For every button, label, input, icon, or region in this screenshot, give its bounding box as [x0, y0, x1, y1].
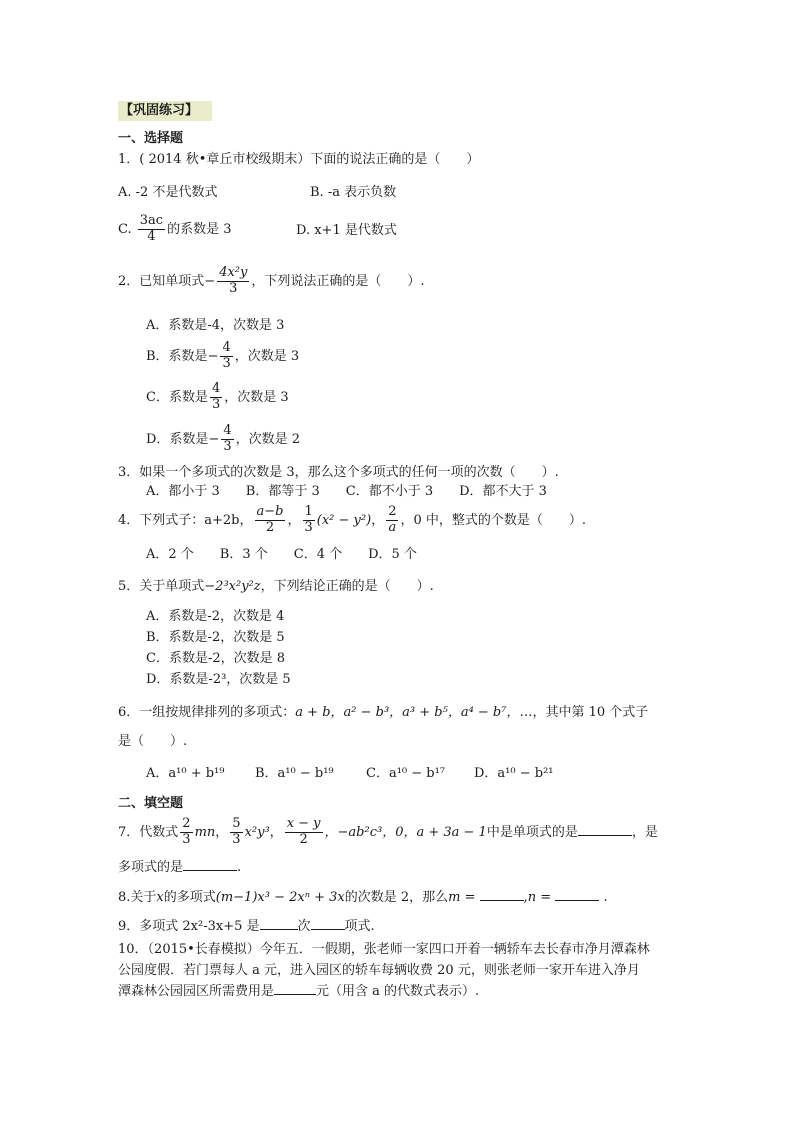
q10-blank[interactable] [274, 993, 316, 995]
q2-b-prefix: B．系数是 [146, 349, 208, 364]
q2-d-prefix: D．系数是 [146, 432, 209, 447]
q7-blank-2[interactable] [183, 869, 237, 871]
q7-rest: ，−ab²c³，0，a + 3a − 1 [324, 825, 487, 840]
q7-sep-2: ， [269, 825, 283, 840]
q7-f1-denominator: 3 [182, 832, 191, 847]
q1-option-a: A. -2 不是代数式 [118, 185, 218, 200]
q6-option-a: A．a¹⁰ + b¹⁹ [146, 766, 225, 781]
section-fill-heading: 二、填空题 [118, 796, 184, 811]
q8-mid2: 的次数是 2，那么 [344, 890, 449, 905]
section-tag-label: 【巩固练习】 [120, 103, 199, 118]
q2-option-c [146, 381, 289, 415]
q4-fraction-2 [303, 505, 315, 536]
q4-fraction-1 [255, 505, 286, 536]
q8-prefix: 8.关于 [118, 890, 157, 905]
section-tag [118, 101, 212, 121]
q6-prefix: 6．一组按规律排列的多项式： [118, 705, 296, 720]
q10-line3-prefix: 潭森林公园园区所需费用是 [118, 984, 275, 999]
q5-prefix: 5．关于单项式 [118, 579, 205, 594]
q10-line1: 10．（2015•长春模拟）今年五．一假期，张老师一家四口开着一辆轿车去长春市净月潭森林 [118, 942, 650, 957]
q7-f1-tail: mn [194, 825, 216, 840]
q2-c-prefix: C．系数是 [146, 390, 208, 405]
q6-suffix: ，其中第 10 个式子 [532, 705, 649, 720]
q2-b-denominator: 3 [222, 356, 231, 371]
q7-f2-numerator: 5 [232, 816, 241, 832]
q2-b-numerator: 4 [222, 340, 231, 356]
q7-f3-numerator: x − y [286, 816, 321, 832]
q4-f2-numerator: 1 [304, 504, 313, 520]
q4-sep-2: ， [371, 513, 385, 528]
q2-b-fraction [220, 341, 232, 372]
q1-c-prefix: C. [118, 222, 132, 237]
q8-stem [118, 889, 608, 907]
q7-blank-1[interactable] [578, 834, 632, 836]
section-choice-heading: 一、选择题 [118, 131, 184, 146]
q2-option-d [146, 423, 300, 457]
q7-f2-tail: x²y³ [244, 825, 270, 840]
q8-comma: , [523, 890, 528, 905]
q6-option-d: D．a¹⁰ − b²¹ [474, 766, 554, 781]
q1-option-b: B. -a 表示负数 [310, 185, 397, 200]
q7-f1-numerator: 2 [182, 816, 191, 832]
q5-option-b: B．系数是-2，次数是 5 [146, 630, 285, 645]
q9-prefix: 9．多项式 2x²-3x+5 是 [118, 919, 260, 934]
q2-denominator: 3 [229, 281, 238, 296]
q2-option-b [146, 340, 299, 374]
q10-line3-suffix: 元（用含 a 的代数式表示）. [316, 984, 480, 999]
q2-c-suffix: ，次数是 3 [224, 390, 289, 405]
q7-f3-denominator: 2 [299, 832, 308, 847]
q7-period: . [237, 860, 242, 875]
q2-c-numerator: 4 [211, 381, 221, 397]
q7-fraction-2 [230, 817, 242, 848]
q5-option-d: D．系数是-2³，次数是 5 [146, 672, 291, 687]
q6-option-c: C．a¹⁰ − b¹⁷ [366, 766, 446, 781]
q9-suffix: 项式. [344, 919, 375, 934]
q6-option-b: B．a¹⁰ − b¹⁹ [255, 766, 334, 781]
q2-d-suffix: ，次数是 2 [235, 432, 301, 447]
q7-sep-1: ， [215, 825, 229, 840]
q1-c-fraction [138, 214, 165, 245]
q5-suffix: ，下列结论正确的是（ ）. [260, 579, 434, 594]
q7-line2-text: 多项式的是 [118, 860, 184, 875]
q2-suffix: ，下列说法正确的是（ ）. [251, 274, 425, 289]
q9-mid: 次 [297, 919, 311, 934]
q2-fraction [217, 266, 249, 297]
q5-expression: −2³x²y²z [204, 579, 261, 594]
q5-option-a: A．系数是-2，次数是 4 [146, 609, 285, 624]
q2-d-denominator: 3 [223, 439, 232, 454]
q9-stem [118, 918, 375, 936]
q8-mid: 的多项式 [163, 890, 216, 905]
q4-sep-1: ， [287, 513, 301, 528]
q7-f2-denominator: 3 [232, 832, 241, 847]
q2-option-a: A．系数是-4，次数是 3 [146, 318, 285, 333]
q1-c-numerator: 3ac [139, 213, 164, 229]
q2-numerator: 4x²y [219, 265, 248, 281]
q2-d-numerator: 4 [223, 423, 232, 439]
q1-option-c [118, 214, 231, 246]
q6-sequence: a + b，a² − b³，a³ + b⁵，a⁴ − b⁷，… [295, 705, 533, 720]
q7-line2 [118, 859, 241, 877]
q2-minus: − [204, 274, 216, 289]
q8-blank-n[interactable] [555, 899, 599, 901]
q10-line2: 公园度假．若门票每人 a 元，进入园区的轿车每辆收费 20 元，则张老师一家开车进入净月 [118, 963, 640, 978]
q4-f1-numerator: a−b [256, 504, 284, 520]
q3-options: A．都小于 3 B．都等于 3 C．都不小于 3 D．都不大于 3 [146, 484, 547, 499]
q2-c-denominator: 3 [211, 397, 221, 412]
q7-stem [118, 815, 658, 851]
q7-prefix: 7．代数式 [118, 825, 179, 840]
q3-stem: 3．如果一个多项式的次数是 3，那么这个多项式的任何一项的次数（ ）. [118, 465, 559, 480]
q8-expression: (m−1)x³ − 2xⁿ + 3x [215, 890, 345, 905]
q7-mid: 中是单项式的是 [486, 825, 578, 840]
q7-end-1: ，是 [631, 825, 658, 840]
q4-f3-denominator: a [388, 520, 397, 535]
q1-stem: 1．( 2014 秋•章丘市校级期末）下面的说法正确的是（ ） [118, 152, 480, 167]
q8-var: x [156, 890, 164, 905]
q9-blank-1[interactable] [260, 928, 298, 930]
q6-stem-line2: 是（ ）. [118, 734, 188, 749]
q4-suffix: ，0 中，整式的个数是（ ）. [400, 513, 587, 528]
q4-f1-denominator: 2 [265, 520, 275, 535]
q4-f2-denominator: 3 [304, 520, 313, 535]
q2-stem [118, 265, 425, 299]
q2-d-minus: − [208, 432, 220, 447]
q8-n-label: n = [527, 890, 552, 905]
q2-b-minus: − [207, 349, 219, 364]
q4-prefix: 4．下列式子：a+2b， [118, 513, 253, 528]
q1-option-d: D. x+1 是代数式 [296, 223, 397, 238]
q9-blank-2[interactable] [311, 928, 345, 930]
q4-fraction-3 [386, 505, 398, 536]
q8-m-label: m = [448, 890, 476, 905]
q2-c-fraction [210, 382, 222, 413]
q2-b-suffix: ，次数是 3 [234, 349, 300, 364]
q5-option-c: C．系数是-2，次数是 8 [146, 651, 286, 666]
q7-fraction-1 [180, 817, 192, 848]
q8-period: . [603, 890, 608, 905]
q10-line3 [118, 983, 479, 1001]
q2-d-fraction [221, 424, 233, 455]
q5-stem [118, 578, 434, 596]
q4-stem [118, 503, 586, 539]
q1-c-suffix: 的系数是 3 [167, 222, 232, 237]
q6-stem [118, 704, 648, 722]
q4-f2-tail: (x² − y²) [316, 513, 372, 528]
q4-f3-numerator: 2 [388, 504, 397, 520]
q1-c-denominator: 4 [147, 229, 156, 244]
q2-prefix: 2．已知单项式 [118, 274, 205, 289]
q4-options: A．2 个 B．3 个 C．4 个 D．5 个 [146, 547, 417, 562]
q7-fraction-3 [285, 817, 323, 848]
q8-blank-m[interactable] [480, 899, 524, 901]
